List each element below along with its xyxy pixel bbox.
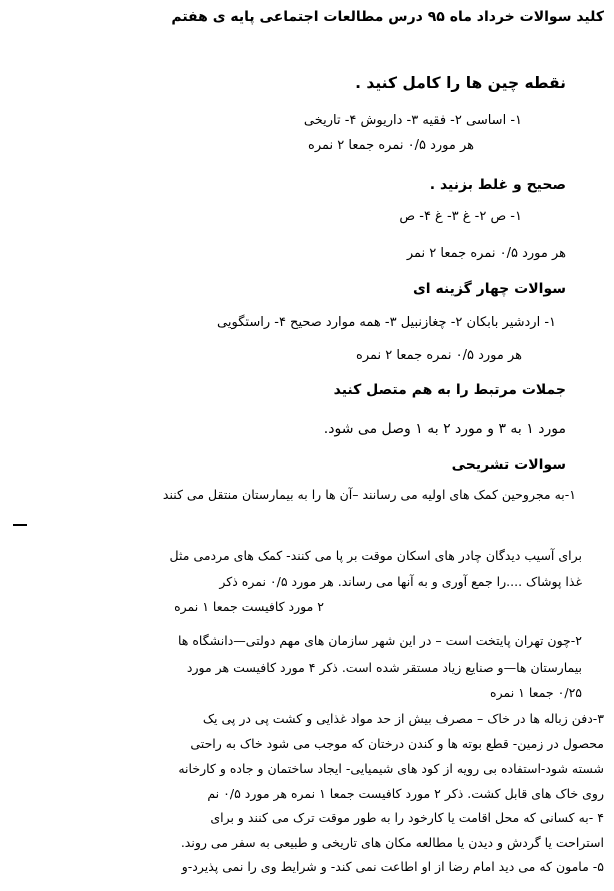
- descriptive-line-7: ۰/۲۵ جمعا ۱ نمره: [490, 685, 582, 700]
- matching-answer: مورد ۱ به ۳ و مورد ۲ به ۱ وصل می شود.: [323, 421, 566, 437]
- descriptive-line-2: برای آسیب دیدگان چادر های اسکان موقت بر پا می کنند- کمک های مردمی مثل: [169, 548, 582, 563]
- descriptive-line-8: ۳-دفن زباله ها در خاک – مصرف بیش از حد مواد غذایی و کشت پی در پی یک: [202, 711, 604, 726]
- fill-blank-score: هر مورد ۰/۵ نمره جمعا ۲ نمره: [308, 138, 474, 153]
- true-false-score: هر مورد ۰/۵ نمره جمعا ۲ نمر: [406, 246, 566, 261]
- descriptive-line-1: ۱-به مجروحین کمک های اولیه می رسانند –آن ها را به بیمارستان منتقل می کنند: [162, 487, 576, 502]
- descriptive-line-14: ۵- مامون که می دید امام رضا از او اطاعت نمی کند- و شرایط وی را نمی پذیرد-و: [181, 859, 604, 874]
- descriptive-heading: سوالات تشریحی: [451, 457, 566, 473]
- descriptive-line-6: بیمارستان ها—و صنایع زیاد مستقر شده است. ذکر ۴ مورد کافیست هر مورد: [186, 660, 582, 675]
- descriptive-line-13: استراحت یا گردش و دیدن یا مطالعه مکان های تاریخی و طبیعی به سفر می روند.: [180, 835, 604, 850]
- descriptive-line-9: محصول در زمین- قطع بوته ها و کندن درختان که موجب می شود خاک به راحتی: [190, 736, 604, 751]
- descriptive-line-12: ۴ -به کسانی که محل اقامت یا کارخود را به طور موقت ترک می کنند و برای: [210, 810, 604, 825]
- matching-heading: جملات مرتبط را به هم متصل کنید: [333, 382, 566, 398]
- true-false-heading: صحیح و غلط بزنید .: [429, 177, 566, 193]
- descriptive-line-4: ۲ مورد کافیست جمعا ۱ نمره: [174, 599, 324, 614]
- multiple-choice-score: هر مورد ۰/۵ نمره جمعا ۲ نمره: [356, 348, 522, 363]
- descriptive-line-10: شسته شود-استفاده بی رویه از کود های شیمیایی- ایجاد ساختمان و جاده و کارخانه: [178, 761, 604, 776]
- fill-blank-heading: نقطه چین ها را کامل کنید .: [355, 74, 566, 92]
- descriptive-line-11: روی خاک های قابل کشت. ذکر ۲ مورد کافیست جمعا ۱ نمره هر مورد ۰/۵ نم: [207, 786, 604, 801]
- descriptive-line-5: ۲-چون تهران پایتخت است – در این شهر سازمان های مهم دولتی—دانشگاه ها: [177, 633, 582, 648]
- dash-mark: [13, 524, 27, 526]
- multiple-choice-heading: سوالات چهار گزینه ای: [412, 281, 566, 297]
- fill-blank-answers: ۱- اساسی ۲- فقیه ۳- داریوش ۴- تاریخی: [303, 113, 522, 128]
- descriptive-line-3: غذا پوشاک ....را جمع آوری و به آنها می رساند. هر مورد ۰/۵ نمره ذکر: [219, 574, 582, 589]
- multiple-choice-answers: ۱- اردشیر بابکان ۲- چغازنبیل ۳- همه موارد صحیح ۴- راستگویی: [217, 315, 556, 330]
- true-false-answers: ۱- ص ۲- غ ۳- غ ۴- ص: [399, 209, 522, 224]
- page-title: کلید سوالات خرداد ماه ۹۵ درس مطالعات اجتماعی پایه ی هفتم: [171, 9, 604, 25]
